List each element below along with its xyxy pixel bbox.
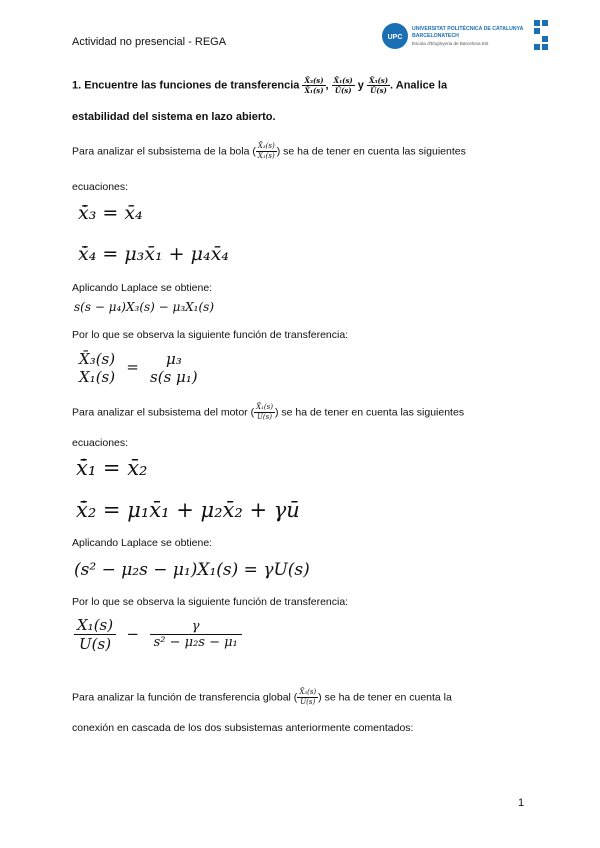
upc-logo-icon	[382, 18, 552, 54]
svg-text:UPC: UPC	[387, 34, 403, 41]
transfer-function-label-2: Por lo que se observa la siguiente función de transferencia:	[72, 596, 349, 608]
paragraph-global-transfer-line2: conexión en cascada de los dos subsistemas anteriormente comentados:	[72, 722, 414, 734]
laplace-equation-1: s(s − μ₄)X₃(s) − μ₃X₁(s)	[74, 300, 215, 314]
tf-x3-x1: $\frac{\text{X̄₃(s)}}{\text{X̄₁(s)}}$	[304, 76, 324, 95]
page-number: 1	[518, 797, 525, 809]
paragraph-motor-subsystem-line2: ecuaciones:	[72, 437, 129, 449]
transfer-function-ball: X̄₃(s) X₁(s) = μ₃ s(s μ₁)	[79, 350, 198, 386]
paragraph-ball-subsystem-line2: ecuaciones:	[72, 181, 129, 193]
transfer-function-label-1: Por lo que se observa la siguiente función de transferencia:	[72, 329, 349, 341]
tf-x1-u: $\frac{\text{X̄₁(s)}}{Ū(s)}$	[333, 76, 353, 95]
equation-x2-dot: x̄̇₂ = μ₁x̄₁ + μ₂x̄₂ + γū	[76, 498, 300, 522]
laplace-label-1: Aplicando Laplace se obtiene:	[72, 282, 213, 294]
transfer-function-motor: $\frac{\text{X₁(s)}}{U(s)}$ − $\frac{\gamma}{\text{s² − μ₂s − μ₁}}$	[74, 616, 242, 653]
tf-inline-motor: $\frac{\text{X̄₁(s)}}{U(s)}$	[256, 403, 273, 421]
tf-inline-global: $\frac{\text{X̄₃(s)}}{Ū(s)}$	[299, 688, 317, 706]
svg-text:BARCELONATECH: BARCELONATECH	[412, 33, 459, 39]
question-heading-line2: estabilidad del sistema en lazo abierto.	[72, 111, 276, 123]
paragraph-global-transfer: Para analizar la función de transferencia global ( $\frac{\text{X̄₃(s)}}{Ū(s)}$ ) se ha de tener en cuenta la	[72, 688, 452, 706]
paragraph-ball-subsystem: Para analizar el subsistema de la bola ( $\frac{\text{X̄₃(s)}}{\text{X̄₁(s)}}$ ) se ha de tener en cuenta las siguientes	[72, 142, 466, 160]
equation-x1-dot: x̄̇₁ = x̄₂	[76, 456, 148, 480]
svg-text:Escola d'Enginyeria de Barcelo: Escola d'Enginyeria de Barcelona Est	[412, 41, 489, 46]
equation-x3-dot: x̄̇₃ = x̄₄	[78, 202, 143, 224]
document-header-title: Actividad no presencial - REGA	[72, 36, 227, 48]
equation-x4-dot: x̄̇₄ = μ₃x̄₁ + μ₄x̄₄	[78, 243, 229, 265]
laplace-equation-2: (s² − μ₂s − μ₁)X₁(s) = γU(s)	[74, 560, 310, 580]
tf-inline-ball: $\frac{\text{X̄₃(s)}}{\text{X̄₁(s)}}$	[257, 142, 275, 160]
tf-x3-u: $\frac{\text{X̄₃(s)}}{Ū(s)}$	[368, 76, 389, 95]
question-heading: 1. Encuentre las funciones de transferencia $\frac{\text{X̄₃(s)}}{\text{X̄₁(s)}}$ , $\frac{\text{X̄₁(s)}}{Ū(s)}$ y $\frac{\text{X̄₃(s)}}{Ū(s)}$ . Analice la	[72, 76, 448, 95]
svg-text:UNIVERSITAT POLITÈCNICA DE CAT: UNIVERSITAT POLITÈCNICA DE CATALUNYA	[412, 26, 524, 32]
paragraph-motor-subsystem: Para analizar el subsistema del motor ( $\frac{\text{X̄₁(s)}}{U(s)}$ ) se ha de tener en cuenta las siguientes	[72, 403, 465, 421]
laplace-label-2: Aplicando Laplace se obtiene:	[72, 537, 213, 549]
university-logo	[382, 18, 552, 54]
